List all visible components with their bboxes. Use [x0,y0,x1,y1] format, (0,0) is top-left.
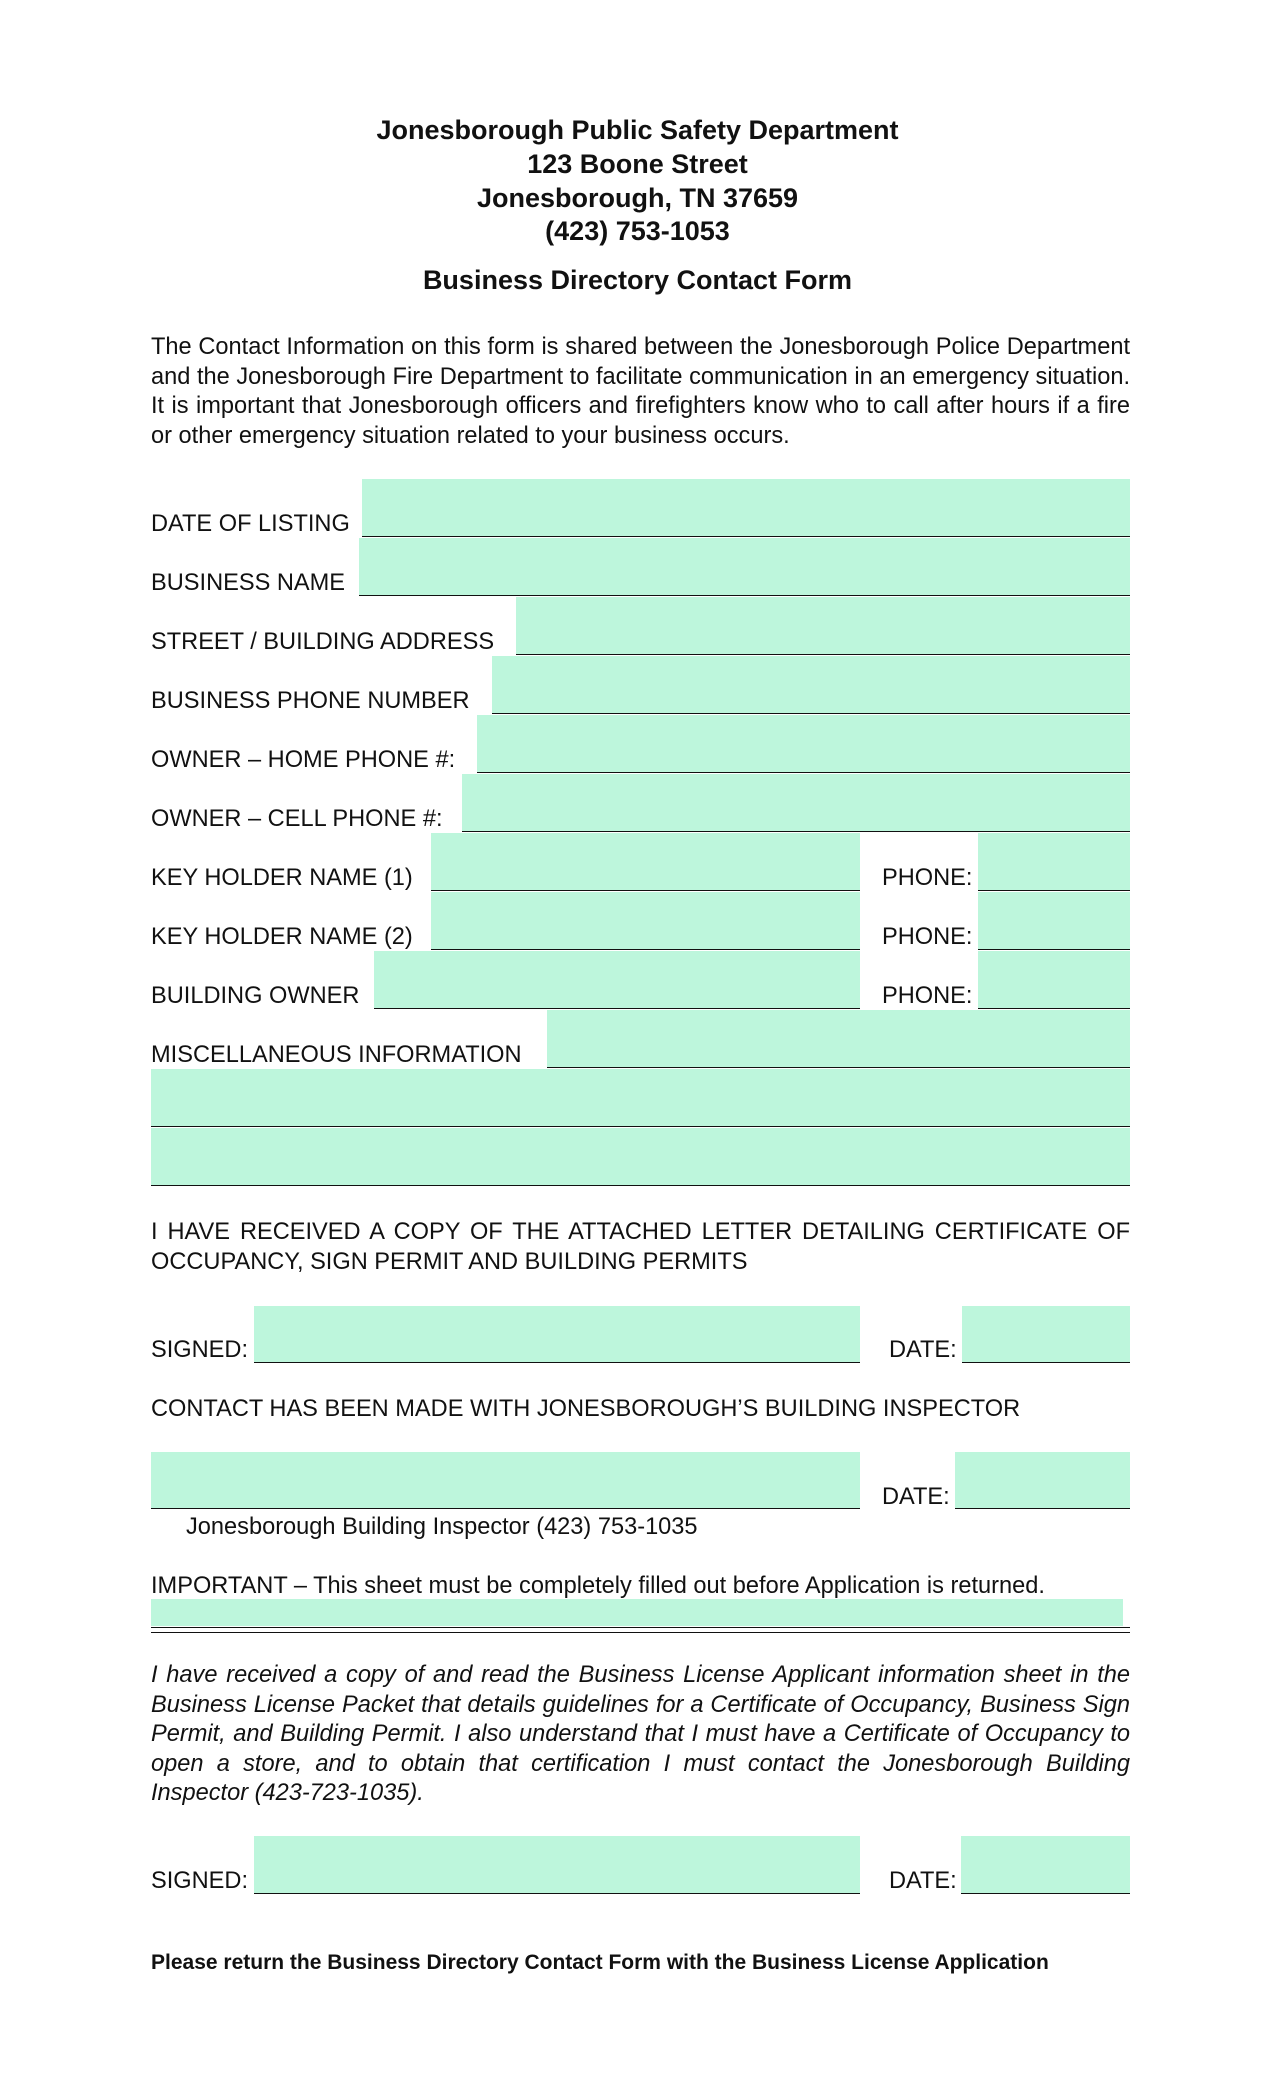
inspector-caption: Jonesborough Building Inspector (423) 753-1035 [186,1514,698,1540]
street-address-underline [516,654,1130,655]
inspector-date-label: DATE: [882,1484,950,1510]
owner-cell-phone-underline [462,831,1130,832]
owner-home-phone-underline [477,772,1130,773]
owner-cell-phone-label: OWNER – CELL PHONE #: [151,806,443,832]
inspector-date-underline [955,1508,1130,1509]
street-address-label: STREET / BUILDING ADDRESS [151,629,495,655]
key-holder-1-field[interactable] [431,833,860,890]
building-owner-phone-field[interactable] [978,951,1130,1008]
key-holder-1-phone-label: PHONE: [882,865,973,891]
key-holder-2-phone-field[interactable] [978,892,1130,949]
key-holder-2-label: KEY HOLDER NAME (2) [151,924,413,950]
key-holder-2-phone-underline [978,949,1130,950]
date-of-listing-underline [362,536,1130,537]
org-name: Jonesborough Public Safety Department [376,115,899,145]
misc-info-line-2-underline [151,1126,1130,1127]
key-holder-2-underline [431,949,860,950]
owner-home-phone-label: OWNER – HOME PHONE #: [151,747,456,773]
business-phone-label: BUSINESS PHONE NUMBER [151,688,470,714]
misc-info-line-3-underline [151,1185,1130,1186]
important-note-highlight [151,1599,1123,1626]
org-phone: (423) 753-1053 [545,216,730,246]
certificate-signature-field[interactable] [254,1306,860,1362]
final-date-label: DATE: [889,1868,957,1894]
intro-paragraph: The Contact Information on this form is shared between the Jonesborough Police Department and the Jonesborough Fire Department to facilitate communication in an emergency situation. It is important that Jonesborough officers and firefighters know who to call after hours if a fire or other emergency situation related to your business occurs. [151,334,1130,449]
business-phone-field[interactable] [492,656,1130,713]
key-holder-1-label: KEY HOLDER NAME (1) [151,865,413,891]
key-holder-2-phone-label: PHONE: [882,924,973,950]
business-phone-underline [492,713,1130,714]
misc-info-line-2-field[interactable] [151,1069,1130,1126]
final-date-underline [961,1893,1130,1894]
key-holder-2-field[interactable] [431,892,860,949]
owner-home-phone-field[interactable] [477,715,1130,772]
misc-info-line-3-field[interactable] [151,1128,1130,1185]
final-signed-label: SIGNED: [151,1868,249,1894]
owner-cell-phone-field[interactable] [462,774,1130,831]
building-owner-field[interactable] [374,951,860,1008]
date-of-listing-field[interactable] [362,479,1130,536]
form-title: Business Directory Contact Form [422,265,853,295]
certificate-date-label: DATE: [889,1337,957,1363]
street-address-field[interactable] [516,597,1130,654]
certificate-date-underline [962,1362,1130,1363]
key-holder-1-phone-underline [978,890,1130,891]
building-owner-underline [374,1008,860,1009]
certificate-ack-text: I HAVE RECEIVED A COPY OF THE ATTACHED LETTER DETAILING CERTIFICATE OF OCCUPANCY, SIGN PERMIT AND BUILDING PERMITS [151,1219,1130,1275]
certificate-date-field[interactable] [962,1306,1130,1362]
inspector-signature-field[interactable] [151,1452,860,1508]
key-holder-1-underline [431,890,860,891]
building-owner-phone-label: PHONE: [882,983,973,1009]
section-divider-bottom [151,1632,1130,1633]
building-owner-label: BUILDING OWNER [151,983,360,1009]
important-note: IMPORTANT – This sheet must be completely filled out before Application is returned. [151,1573,1045,1599]
certificate-signature-underline [254,1362,860,1363]
inspector-date-field[interactable] [955,1452,1130,1508]
inspector-signature-underline [151,1508,860,1509]
building-owner-phone-underline [978,1008,1130,1009]
final-date-field[interactable] [961,1836,1130,1893]
date-of-listing-label: DATE OF LISTING [151,511,350,537]
org-city-state-zip: Jonesborough, TN 37659 [476,183,799,213]
final-signature-field[interactable] [254,1836,860,1893]
inspector-contact-text: CONTACT HAS BEEN MADE WITH JONESBOROUGH’S BUILDING INSPECTOR [151,1396,1021,1422]
key-holder-1-phone-field[interactable] [978,833,1130,890]
org-street: 123 Boone Street [527,149,748,179]
misc-info-label: MISCELLANEOUS INFORMATION [151,1042,522,1068]
section-divider-top [151,1627,1130,1628]
certificate-signed-label: SIGNED: [151,1337,249,1363]
misc-info-field[interactable] [547,1010,1130,1067]
business-name-field[interactable] [359,538,1130,595]
final-signature-underline [254,1893,860,1894]
business-name-label: BUSINESS NAME [151,570,346,596]
license-statement: I have received a copy of and read the Business License Applicant information sheet in the Business License Packet that details guidelines for a Certificate of Occupancy, Business Sign Permit, and Building Permit. I also understand that I must have a Certificate of Occupancy to open a store, and to obtain that certification I must contact the Jonesborough Building Inspector (423-723-1035). [151,1662,1130,1806]
misc-info-underline [547,1067,1130,1068]
business-name-underline [359,595,1130,596]
footer-note: Please return the Business Directory Contact Form with the Business License Application [151,1951,1049,1974]
